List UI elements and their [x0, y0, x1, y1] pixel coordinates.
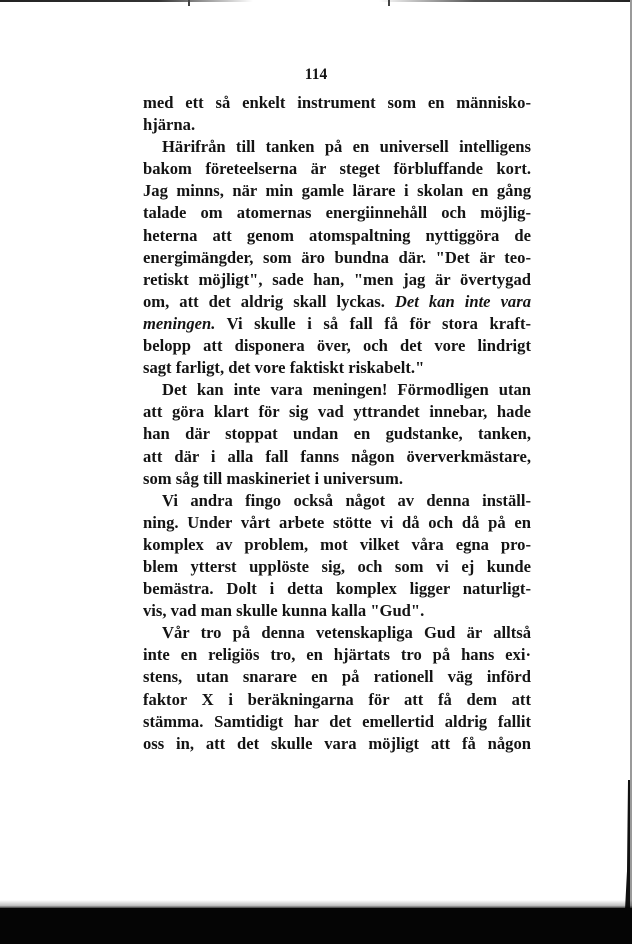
text-line: att där i alla fall fanns någon öververkmästare, — [143, 446, 531, 466]
scan-mark — [188, 0, 190, 6]
text-line: faktor X i beräkningarna för att få dem att — [143, 689, 531, 709]
text-line: att göra klart för sig vad yttrandet innebar, hade — [143, 402, 531, 422]
text-line: Det kan inte vara meningen! Förmodligen utan — [162, 380, 531, 400]
text-line: talade om atomernas energiinnehåll och möjlig- — [143, 203, 531, 223]
text-line: om, att det aldrig skall lyckas. Det kan inte vara — [143, 291, 531, 311]
text-line: vis, vad man skulle kunna kalla "Gud". — [143, 601, 425, 621]
text-line: sagt farligt, det vore faktiskt riskabelt." — [143, 358, 425, 378]
scan-bottom-fringe — [0, 900, 632, 908]
text-line: komplex av problem, mot vilket våra egna pro- — [143, 534, 531, 554]
text-line: bakom företeelserna är steget förbluffande kort. — [143, 159, 531, 179]
scan-bottom-band — [0, 908, 632, 944]
text-line: meningen. Vi skulle i så fall få för stora kraft- — [143, 313, 531, 333]
body-text — [143, 92, 531, 755]
text-line: hjärna. — [143, 115, 196, 135]
text-line: bemästra. Dolt i detta komplex ligger naturligt- — [143, 579, 531, 599]
page-top-edge — [0, 0, 632, 2]
text-line: ning. Under vårt arbete stötte vi då och då på en — [143, 512, 531, 532]
text-line: belopp att disponera över, och det vore lindrigt — [143, 336, 531, 356]
text-line: inte en religiös tro, en hjärtats tro på hans exi· — [143, 645, 531, 665]
text-line: han där stoppat undan en gudstanke, tanken, — [143, 424, 531, 444]
text-line: retiskt möjligt", sade han, "men jag är övertygad — [143, 269, 531, 289]
text-line: blem ytterst upplöste sig, och som vi ej kunde — [143, 556, 531, 576]
text-line: oss in, att det skulle vara möjligt att få någon — [143, 733, 531, 753]
text-line: Härifrån till tanken på en universell intelligens — [162, 137, 531, 157]
text-line: som såg till maskineriet i universum. — [143, 468, 403, 488]
text-line: stens, utan snarare en på rationell väg införd — [143, 667, 531, 687]
scan-mark — [388, 0, 390, 6]
scan-shadow-mark — [625, 780, 630, 910]
page-number: 114 — [304, 66, 328, 83]
text-line: Vår tro på denna vetenskapliga Gud är alltså — [162, 623, 531, 643]
text-line: med ett så enkelt instrument som en människo- — [143, 93, 531, 112]
text-line: heterna att genom atomspaltning nyttiggöra de — [143, 225, 531, 245]
text-line: energimängder, som äro bundna där. "Det är teo- — [143, 247, 531, 267]
text-line: Vi andra fingo också något av denna inställ- — [162, 490, 531, 510]
text-line: Jag minns, när min gamle lärare i skolan en gång — [143, 181, 531, 201]
text-line: stämma. Samtidigt har det emellertid aldrig fallit — [143, 711, 531, 731]
